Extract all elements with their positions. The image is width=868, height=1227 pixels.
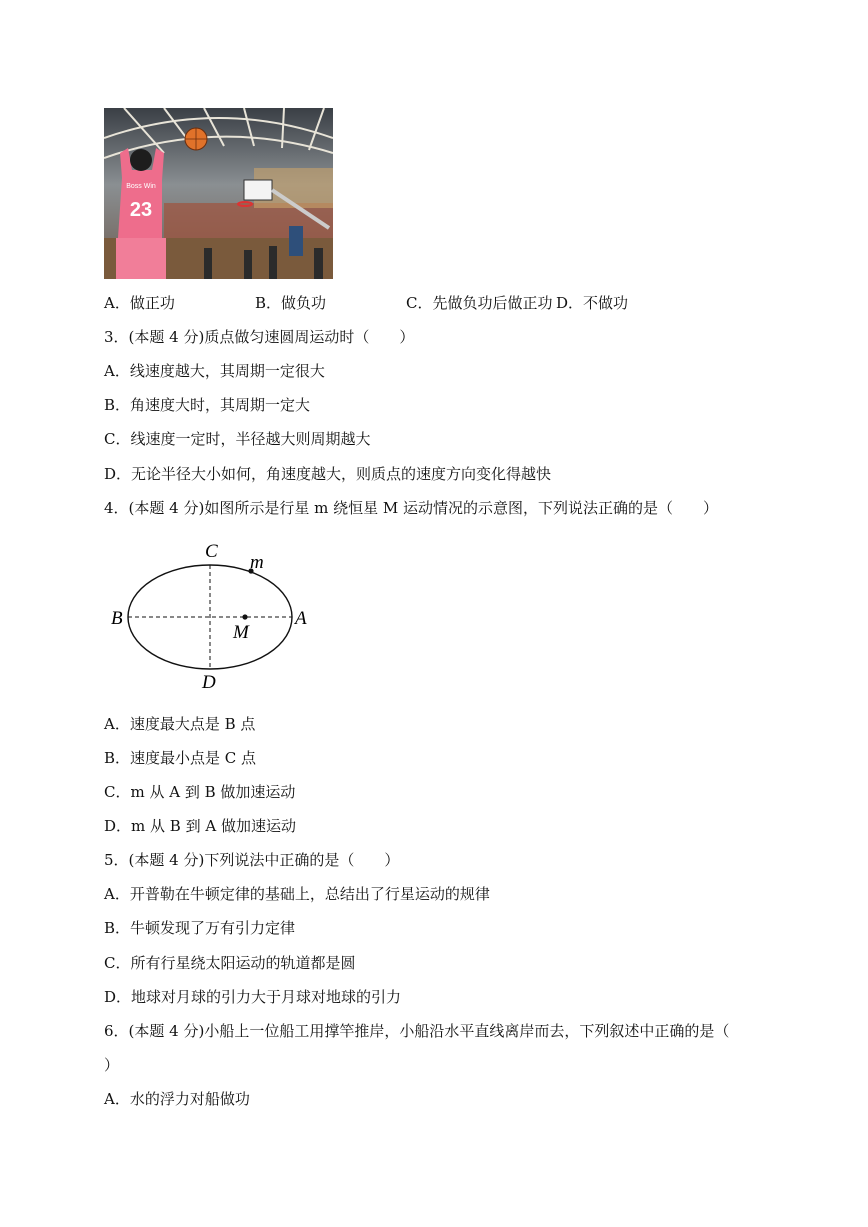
q4-stem: 4．(本题 4 分)如图所示是行星 m 绕恒星 M 运动情况的示意图，下列说法正确的是（ ） xyxy=(104,499,718,517)
jersey-number: 23 xyxy=(129,199,153,221)
q6-option-a: A．水的浮力对船做功 xyxy=(104,1090,250,1108)
q6-stem-tail: ） xyxy=(104,1056,120,1074)
jersey-text: Boss Win xyxy=(126,183,156,190)
q5-option-c: C．所有行星绕太阳运动的轨道都是圆 xyxy=(104,954,356,972)
label-D: D xyxy=(202,672,216,693)
q3-option-c: C．线速度一定时，半径越大则周期越大 xyxy=(104,430,371,448)
label-B: B xyxy=(111,608,123,629)
label-C: C xyxy=(205,541,218,562)
q4-option-b: B．速度最小点是 C 点 xyxy=(104,749,257,767)
q5-option-b: B．牛顿发现了万有引力定律 xyxy=(104,919,296,937)
q3-stem: 3．(本题 4 分)质点做匀速圆周运动时（ ） xyxy=(104,328,415,346)
q6-stem: 6．(本题 4 分)小船上一位船工用撑竿推岸，小船沿水平直线离岸而去，下列叙述中正确的是（ xyxy=(104,1022,730,1040)
q5-option-d: D．地球对月球的引力大于月球对地球的引力 xyxy=(104,988,402,1006)
label-A: A xyxy=(295,608,307,629)
q3-option-d: D．无论半径大小如何，角速度越大，则质点的速度方向变化得越快 xyxy=(104,465,552,483)
q4-option-a: A．速度最大点是 B 点 xyxy=(104,715,256,733)
label-m: m xyxy=(250,552,264,573)
q4-option-c: C．m 从 A 到 B 做加速运动 xyxy=(104,783,296,801)
orbit-diagram xyxy=(104,538,324,693)
star-M-dot xyxy=(242,614,247,619)
q5-option-a: A．开普勒在牛顿定律的基础上，总结出了行星运动的规律 xyxy=(104,885,490,903)
basketball-photo xyxy=(104,108,333,279)
q5-stem: 5．(本题 4 分)下列说法中正确的是（ ） xyxy=(104,851,400,869)
q2-option-c: C．先做负功后做正功 xyxy=(406,294,553,312)
q3-option-a: A．线速度越大，其周期一定很大 xyxy=(104,362,325,380)
q4-option-d: D．m 从 B 到 A 做加速运动 xyxy=(104,817,296,835)
q2-option-a: A．做正功 xyxy=(104,294,175,312)
label-M: M xyxy=(233,622,249,643)
q2-option-d: D．不做功 xyxy=(556,294,629,312)
q2-option-b: B．做负功 xyxy=(255,294,327,312)
q3-option-b: B．角速度大时，其周期一定大 xyxy=(104,396,311,414)
